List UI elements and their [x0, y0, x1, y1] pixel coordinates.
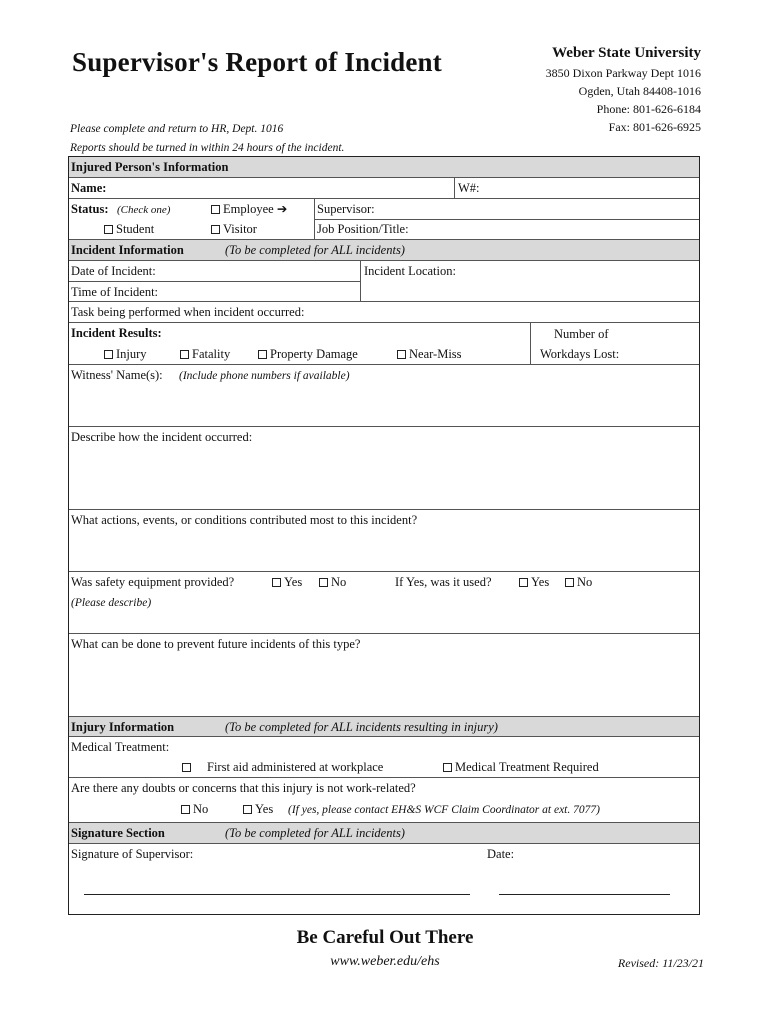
location-label: Incident Location:: [364, 264, 456, 278]
w-number-field[interactable]: [484, 179, 694, 197]
contact-note: (If yes, please contact EH&S WCF Claim Coordinator at ext. 7077): [288, 804, 600, 816]
first-aid-option[interactable]: First aid administered at workplace: [182, 759, 383, 775]
safety-label: Was safety equipment provided?: [71, 575, 235, 589]
describe-label: Describe how the incident occurred:: [71, 430, 253, 444]
actions-row: [69, 509, 699, 571]
actions-label: What actions, events, or conditions contributed most to this incident?: [71, 513, 418, 527]
date-row: [69, 260, 699, 281]
arrow-right-icon: ➔: [276, 202, 288, 216]
prevent-row: [69, 633, 699, 716]
w-number-label: W#:: [458, 181, 480, 195]
org-phone: Phone: 801-626-6184: [596, 102, 701, 116]
injury-checkbox[interactable]: [104, 350, 113, 359]
used-no-option[interactable]: No: [565, 574, 592, 590]
org-address-2: Ogden, Utah 84408-1016: [578, 84, 701, 98]
org-name: Weber State University: [552, 45, 701, 61]
doubts-yes-checkbox[interactable]: [243, 805, 252, 814]
witness-note: (Include phone numbers if available): [179, 370, 350, 382]
results-row: [69, 322, 699, 364]
property-option[interactable]: Property Damage: [258, 346, 358, 362]
signature-line[interactable]: [84, 894, 470, 895]
date-line[interactable]: [499, 894, 670, 895]
used-no-checkbox[interactable]: [565, 578, 574, 587]
describe-field[interactable]: [71, 447, 695, 507]
nearmiss-checkbox[interactable]: [397, 350, 406, 359]
witness-label: Witness' Name(s):: [71, 368, 163, 382]
org-address-1: 3850 Dixon Parkway Dept 1016: [545, 66, 701, 80]
doubts-yes-option[interactable]: Yes: [243, 801, 273, 817]
doubts-row: [69, 777, 699, 819]
incident-heading-note: (To be completed for ALL incidents): [225, 243, 405, 257]
med-required-option[interactable]: Medical Treatment Required: [443, 759, 599, 775]
status-row-1: [69, 198, 699, 219]
org-fax: Fax: 801-626-6925: [608, 120, 701, 134]
date-label: Date of Incident:: [71, 264, 156, 278]
footer-heading: Be Careful Out There: [296, 927, 474, 948]
actions-field[interactable]: [71, 530, 695, 570]
prevent-label: What can be done to prevent future incidents of this type?: [71, 637, 361, 651]
describe-row: [69, 426, 699, 509]
visitor-checkbox[interactable]: [211, 225, 220, 234]
first-aid-checkbox[interactable]: [182, 763, 191, 772]
used-yes-option[interactable]: Yes: [519, 574, 549, 590]
signature-heading-note: (To be completed for ALL incidents): [225, 826, 405, 840]
injured-heading: Injured Person's Information: [71, 160, 229, 174]
employee-checkbox[interactable]: [211, 205, 220, 214]
witness-row: [69, 364, 699, 426]
name-row: [69, 177, 699, 198]
task-label: Task being performed when incident occurred:: [71, 305, 305, 319]
job-position-label: Job Position/Title:: [317, 222, 409, 236]
section-incident-heading: [69, 239, 699, 260]
supervisor-label: Supervisor:: [317, 202, 375, 216]
employee-option[interactable]: Employee ➔: [211, 201, 287, 217]
org-block: [546, 42, 701, 136]
safety-yes-checkbox[interactable]: [272, 578, 281, 587]
incident-heading: Incident Information: [71, 243, 184, 257]
time-row: [69, 281, 360, 301]
visitor-option[interactable]: Visitor: [211, 221, 257, 237]
task-row: [69, 301, 699, 322]
medical-label: Medical Treatment:: [71, 740, 170, 754]
injury-option[interactable]: Injury: [104, 346, 147, 362]
signature-label: Signature of Supervisor:: [71, 847, 194, 861]
section-injured-heading: [69, 157, 699, 177]
safety-yes-option[interactable]: Yes: [272, 574, 302, 590]
signature-row: [69, 843, 699, 914]
status-row-2: [69, 219, 699, 239]
prevent-field[interactable]: [71, 654, 695, 714]
status-label: Status:: [71, 202, 109, 216]
witness-field[interactable]: [71, 385, 695, 425]
doubts-no-option[interactable]: No: [181, 801, 208, 817]
property-checkbox[interactable]: [258, 350, 267, 359]
used-yes-checkbox[interactable]: [519, 578, 528, 587]
workdays-label-2: Workdays Lost:: [540, 347, 620, 361]
safety-row: [69, 571, 699, 633]
time-label: Time of Incident:: [71, 285, 159, 299]
section-injury-heading: [69, 716, 699, 736]
safety-no-option[interactable]: No: [319, 574, 346, 590]
workdays-label-1: Number of: [554, 327, 609, 341]
footer-url[interactable]: www.weber.edu/ehs: [330, 954, 440, 969]
instruction-1: Please complete and return to HR, Dept. 1016: [70, 123, 284, 135]
fatality-checkbox[interactable]: [180, 350, 189, 359]
med-required-checkbox[interactable]: [443, 763, 452, 772]
instructions: [70, 120, 344, 158]
results-label: Incident Results:: [71, 326, 162, 340]
medical-row: [69, 736, 699, 777]
signature-heading: Signature Section: [71, 826, 165, 840]
revised-date: Revised: 11/23/21: [617, 956, 704, 970]
safety-no-checkbox[interactable]: [319, 578, 328, 587]
name-field[interactable]: [119, 179, 449, 197]
fatality-option[interactable]: Fatality: [180, 346, 230, 362]
please-describe: (Please describe): [71, 597, 152, 609]
signature-date-label: Date:: [487, 847, 515, 861]
page-title: Supervisor's Report of Incident: [72, 47, 442, 77]
nearmiss-option[interactable]: Near-Miss: [397, 346, 462, 362]
section-signature-heading: [69, 822, 699, 843]
student-checkbox[interactable]: [104, 225, 113, 234]
instruction-2: Reports should be turned in within 24 hours of the incident.: [70, 142, 345, 154]
name-label: Name:: [71, 181, 107, 195]
status-hint: (Check one): [117, 204, 171, 216]
incident-form: [68, 156, 700, 915]
student-option[interactable]: Student: [104, 221, 154, 237]
doubts-label: Are there any doubts or concerns that this injury is not work-related?: [71, 781, 416, 795]
used-label: If Yes, was it used?: [395, 575, 492, 589]
injury-heading: Injury Information: [71, 720, 175, 734]
doubts-no-checkbox[interactable]: [181, 805, 190, 814]
injury-heading-note: (To be completed for ALL incidents resulting in injury): [225, 720, 498, 734]
